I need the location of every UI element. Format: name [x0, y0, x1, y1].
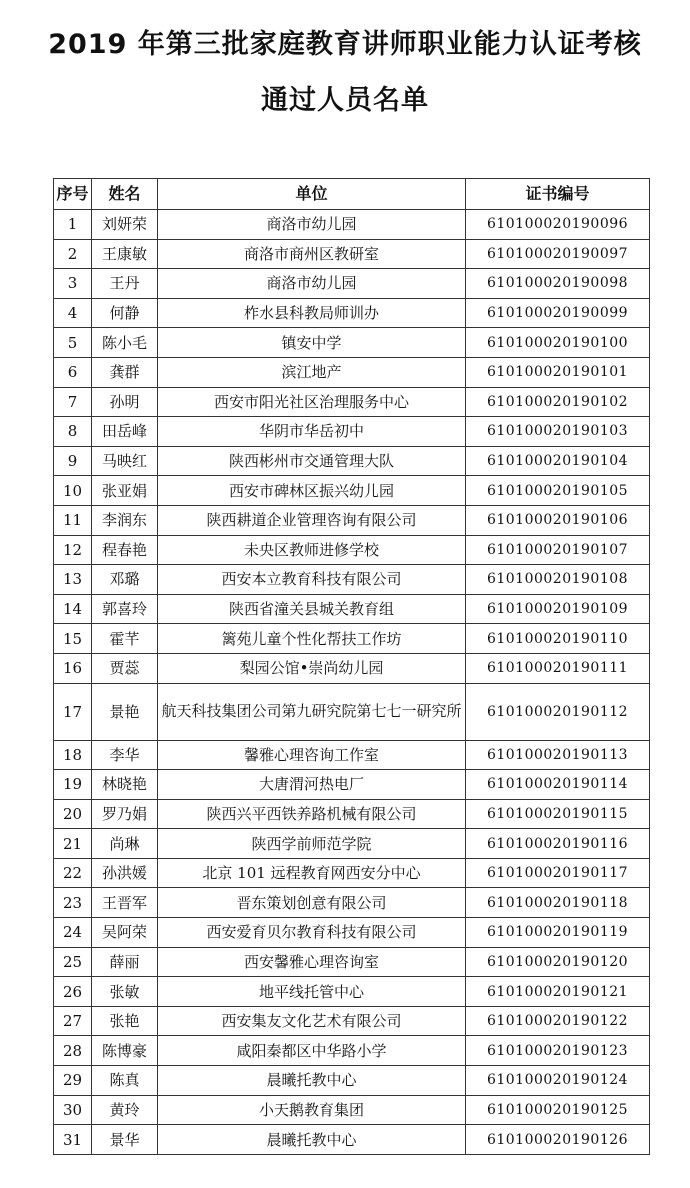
table-row [54, 328, 650, 358]
cell-unit: 西安市阳光社区治理服务中心 [158, 387, 466, 417]
cell-name: 刘妍荣 [92, 210, 158, 240]
cell-index: 1 [54, 210, 92, 240]
cell-index: 23 [54, 888, 92, 918]
cell-index: 13 [54, 565, 92, 595]
table-row [54, 829, 650, 859]
cell-unit: 镇安中学 [158, 328, 466, 358]
table-row [54, 505, 650, 535]
table-row [54, 653, 650, 683]
cell-certificate-number: 610100020190120 [466, 947, 650, 977]
cell-name: 何静 [92, 298, 158, 328]
table-row [54, 799, 650, 829]
cell-index: 9 [54, 446, 92, 476]
table-row [54, 417, 650, 447]
table-row [54, 1006, 650, 1036]
cell-certificate-number: 610100020190126 [466, 1125, 650, 1155]
cell-name: 张艳 [92, 1006, 158, 1036]
cell-index: 12 [54, 535, 92, 565]
roster-table [53, 178, 650, 1155]
cell-certificate-number: 610100020190122 [466, 1006, 650, 1036]
cell-index: 31 [54, 1125, 92, 1155]
cell-index: 29 [54, 1066, 92, 1096]
cell-name: 陈博豪 [92, 1036, 158, 1066]
cell-unit: 陕西学前师范学院 [158, 829, 466, 859]
table-row [54, 210, 650, 240]
cell-certificate-number: 610100020190097 [466, 239, 650, 269]
cell-certificate-number: 610100020190116 [466, 829, 650, 859]
cell-name: 孙明 [92, 387, 158, 417]
table-row [54, 565, 650, 595]
cell-name: 薛丽 [92, 947, 158, 977]
table-header-row [54, 179, 650, 210]
cell-index: 24 [54, 918, 92, 948]
cell-name: 李润东 [92, 505, 158, 535]
cell-name: 王丹 [92, 269, 158, 299]
cell-name: 郭喜玲 [92, 594, 158, 624]
cell-unit: 未央区教师进修学校 [158, 535, 466, 565]
cell-certificate-number: 610100020190114 [466, 770, 650, 800]
cell-name: 陈真 [92, 1066, 158, 1096]
cell-index: 26 [54, 977, 92, 1007]
cell-unit: 大唐渭河热电厂 [158, 770, 466, 800]
cell-index: 27 [54, 1006, 92, 1036]
table-row [54, 535, 650, 565]
cell-unit: 西安爱育贝尔教育科技有限公司 [158, 918, 466, 948]
cell-unit: 晋东策划创意有限公司 [158, 888, 466, 918]
cell-index: 21 [54, 829, 92, 859]
cell-certificate-number: 610100020190102 [466, 387, 650, 417]
cell-index: 4 [54, 298, 92, 328]
table-row [54, 683, 650, 740]
cell-certificate-number: 610100020190100 [466, 328, 650, 358]
cell-certificate-number: 610100020190110 [466, 624, 650, 654]
cell-name: 龚群 [92, 357, 158, 387]
cell-unit: 梨园公馆•崇尚幼儿园 [158, 653, 466, 683]
cell-unit: 馨雅心理咨询工作室 [158, 740, 466, 770]
cell-name: 尚琳 [92, 829, 158, 859]
header-name: 姓名 [92, 179, 158, 210]
cell-unit: 柞水县科教局师训办 [158, 298, 466, 328]
cell-name: 王康敏 [92, 239, 158, 269]
cell-name: 张亚娟 [92, 476, 158, 506]
cell-index: 28 [54, 1036, 92, 1066]
document-subtitle: 通过人员名单 [261, 85, 429, 116]
cell-unit: 西安馨雅心理咨询室 [158, 947, 466, 977]
cell-name: 李华 [92, 740, 158, 770]
cell-name: 邓璐 [92, 565, 158, 595]
table-row [54, 888, 650, 918]
cell-index: 16 [54, 653, 92, 683]
cell-unit: 北京 101 远程教育网西安分中心 [158, 858, 466, 888]
cell-unit: 晨曦托教中心 [158, 1125, 466, 1155]
cell-index: 20 [54, 799, 92, 829]
cell-certificate-number: 610100020190119 [466, 918, 650, 948]
cell-certificate-number: 610100020190111 [466, 653, 650, 683]
cell-unit: 陕西彬州市交通管理大队 [158, 446, 466, 476]
table-row [54, 1066, 650, 1096]
table-row [54, 1095, 650, 1125]
cell-certificate-number: 610100020190106 [466, 505, 650, 535]
table-row [54, 740, 650, 770]
cell-name: 林晓艳 [92, 770, 158, 800]
cell-name: 陈小毛 [92, 328, 158, 358]
cell-index: 2 [54, 239, 92, 269]
cell-index: 17 [54, 683, 92, 740]
table-row [54, 770, 650, 800]
table-row [54, 446, 650, 476]
cell-name: 贾蕊 [92, 653, 158, 683]
cell-unit: 商洛市商州区教研室 [158, 239, 466, 269]
header-unit: 单位 [158, 179, 466, 210]
cell-name: 罗乃娟 [92, 799, 158, 829]
cell-certificate-number: 610100020190096 [466, 210, 650, 240]
table-row [54, 1125, 650, 1155]
cell-certificate-number: 610100020190123 [466, 1036, 650, 1066]
cell-unit: 小天鹅教育集团 [158, 1095, 466, 1125]
cell-name: 霍芊 [92, 624, 158, 654]
table-row [54, 918, 650, 948]
header-certificate-number: 证书编号 [466, 179, 650, 210]
cell-unit: 商洛市幼儿园 [158, 210, 466, 240]
cell-unit: 陕西省潼关县城关教育组 [158, 594, 466, 624]
document-title: 2019 年第三批家庭教育讲师职业能力认证考核 [48, 29, 642, 60]
cell-certificate-number: 610100020190099 [466, 298, 650, 328]
cell-name: 孙洪媛 [92, 858, 158, 888]
cell-unit: 陕西耕道企业管理咨询有限公司 [158, 505, 466, 535]
cell-unit: 篱苑儿童个性化帮扶工作坊 [158, 624, 466, 654]
cell-name: 景华 [92, 1125, 158, 1155]
cell-certificate-number: 610100020190104 [466, 446, 650, 476]
table-row [54, 357, 650, 387]
cell-name: 王晋军 [92, 888, 158, 918]
cell-certificate-number: 610100020190113 [466, 740, 650, 770]
cell-name: 景艳 [92, 683, 158, 740]
table-row [54, 858, 650, 888]
cell-certificate-number: 610100020190098 [466, 269, 650, 299]
cell-index: 10 [54, 476, 92, 506]
table-row [54, 1036, 650, 1066]
cell-unit: 滨江地产 [158, 357, 466, 387]
cell-index: 11 [54, 505, 92, 535]
cell-certificate-number: 610100020190101 [466, 357, 650, 387]
table-row [54, 947, 650, 977]
table-row [54, 624, 650, 654]
table-row [54, 594, 650, 624]
cell-index: 30 [54, 1095, 92, 1125]
cell-index: 22 [54, 858, 92, 888]
cell-index: 14 [54, 594, 92, 624]
header-index: 序号 [54, 179, 92, 210]
table-row [54, 269, 650, 299]
cell-unit: 咸阳秦都区中华路小学 [158, 1036, 466, 1066]
cell-index: 25 [54, 947, 92, 977]
cell-certificate-number: 610100020190121 [466, 977, 650, 1007]
cell-certificate-number: 610100020190125 [466, 1095, 650, 1125]
cell-certificate-number: 610100020190109 [466, 594, 650, 624]
cell-unit: 航天科技集团公司第九研究院第七七一研究所 [158, 683, 466, 740]
table-row [54, 239, 650, 269]
cell-certificate-number: 610100020190117 [466, 858, 650, 888]
cell-index: 7 [54, 387, 92, 417]
cell-certificate-number: 610100020190124 [466, 1066, 650, 1096]
cell-name: 张敏 [92, 977, 158, 1007]
cell-index: 3 [54, 269, 92, 299]
table-row [54, 298, 650, 328]
cell-index: 19 [54, 770, 92, 800]
table-row [54, 977, 650, 1007]
cell-certificate-number: 610100020190105 [466, 476, 650, 506]
cell-unit: 西安市碑林区振兴幼儿园 [158, 476, 466, 506]
roster-body [54, 210, 650, 1155]
table-row [54, 476, 650, 506]
cell-index: 15 [54, 624, 92, 654]
cell-unit: 商洛市幼儿园 [158, 269, 466, 299]
cell-unit: 晨曦托教中心 [158, 1066, 466, 1096]
cell-name: 程春艳 [92, 535, 158, 565]
cell-name: 田岳峰 [92, 417, 158, 447]
cell-index: 5 [54, 328, 92, 358]
table-row [54, 387, 650, 417]
cell-certificate-number: 610100020190115 [466, 799, 650, 829]
cell-unit: 西安本立教育科技有限公司 [158, 565, 466, 595]
cell-certificate-number: 610100020190103 [466, 417, 650, 447]
cell-name: 吴阿荣 [92, 918, 158, 948]
cell-certificate-number: 610100020190118 [466, 888, 650, 918]
cell-index: 18 [54, 740, 92, 770]
cell-index: 8 [54, 417, 92, 447]
cell-certificate-number: 610100020190107 [466, 535, 650, 565]
cell-unit: 地平线托管中心 [158, 977, 466, 1007]
cell-unit: 陕西兴平西铁养路机械有限公司 [158, 799, 466, 829]
cell-name: 黄玲 [92, 1095, 158, 1125]
cell-name: 马映红 [92, 446, 158, 476]
cell-unit: 西安集友文化艺术有限公司 [158, 1006, 466, 1036]
cell-index: 6 [54, 357, 92, 387]
cell-unit: 华阴市华岳初中 [158, 417, 466, 447]
cell-certificate-number: 610100020190112 [466, 683, 650, 740]
cell-certificate-number: 610100020190108 [466, 565, 650, 595]
